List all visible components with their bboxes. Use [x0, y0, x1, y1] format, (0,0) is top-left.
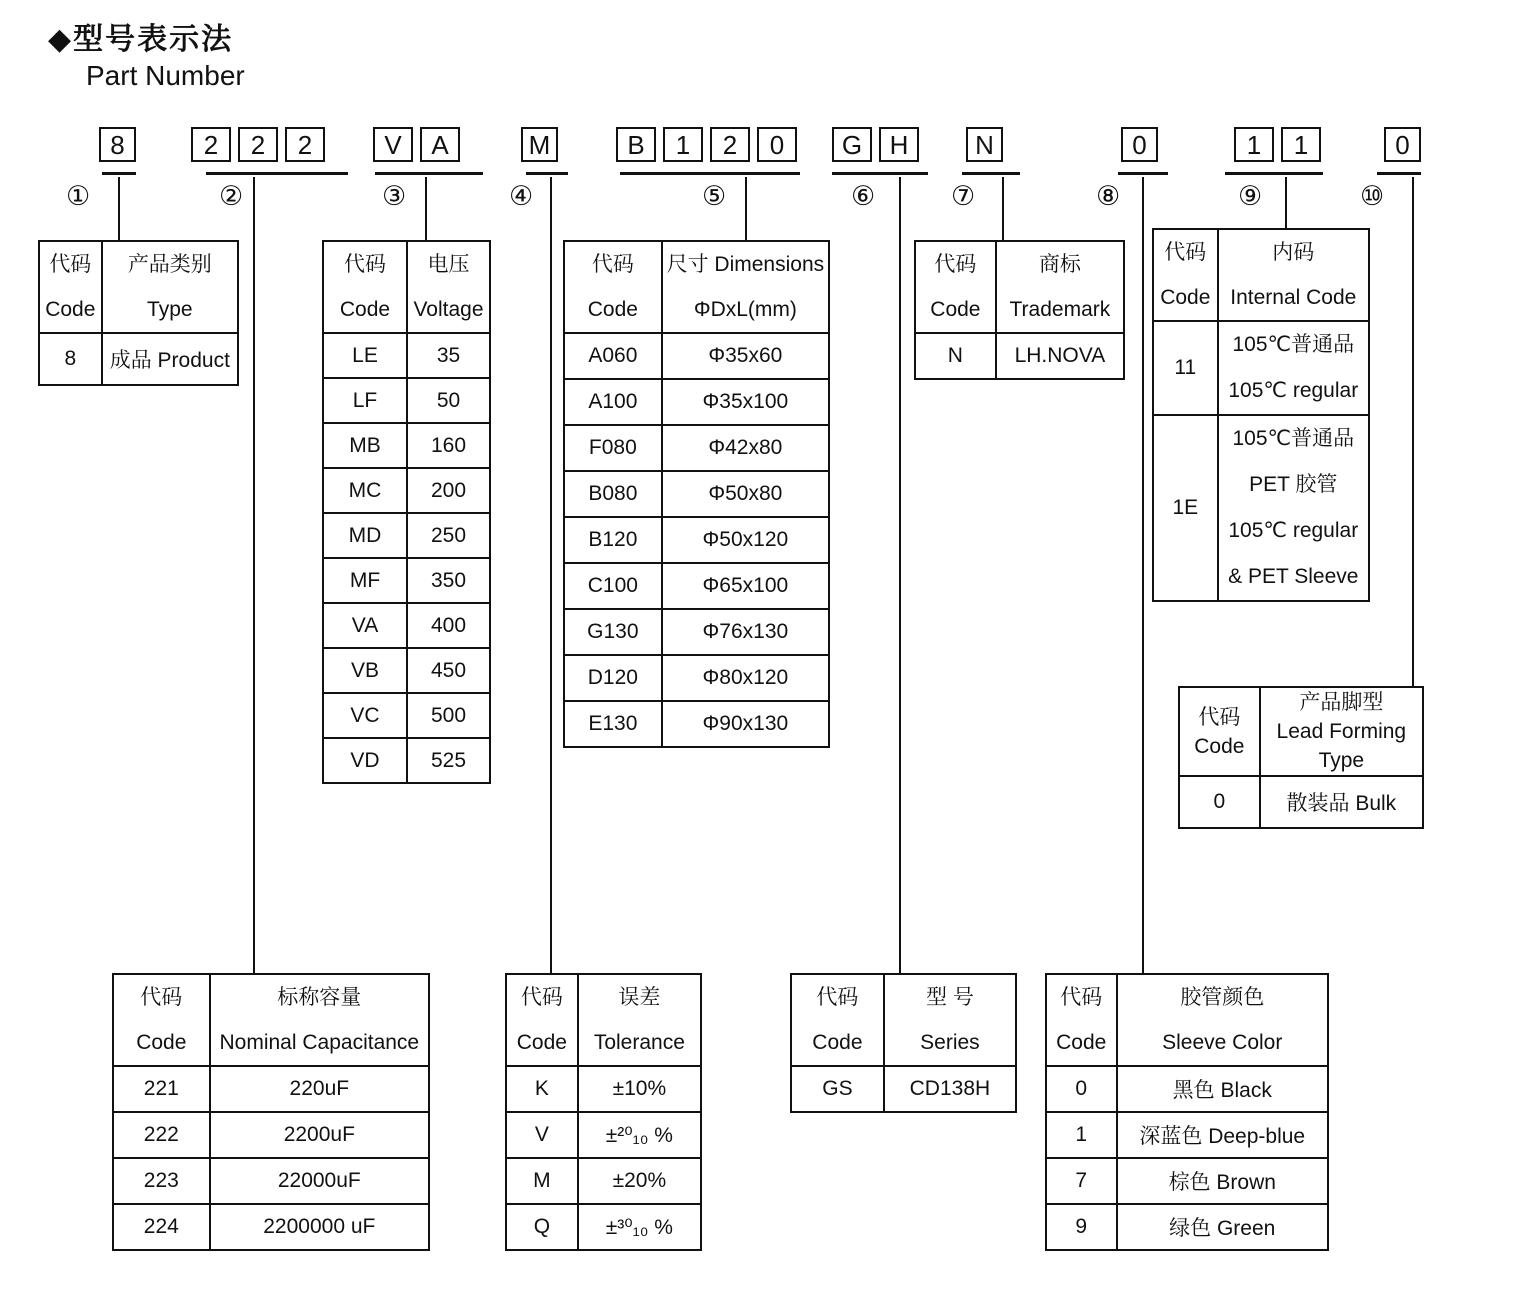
column-header-line: 产品类别	[127, 253, 212, 276]
table-cell: VC	[323, 693, 407, 738]
table-row	[564, 563, 829, 609]
table-row	[113, 1112, 429, 1158]
column-header	[102, 241, 238, 333]
pn-segment-6-boxes	[832, 127, 919, 162]
table-row	[506, 1158, 701, 1204]
connector-line-3	[425, 177, 427, 240]
table-row	[564, 609, 829, 655]
pn-segment-1-boxes	[99, 127, 136, 162]
segment-underline	[1118, 172, 1168, 175]
segment-number-4: ④	[509, 181, 534, 211]
table-cell: Φ76x130	[662, 609, 829, 655]
table-cell: GS	[791, 1066, 884, 1112]
table-cell: 22000uF	[210, 1158, 429, 1204]
table-row	[791, 1066, 1016, 1112]
table-cell: MD	[323, 513, 407, 558]
table-cell: Φ35x60	[662, 333, 829, 379]
table-row	[564, 517, 829, 563]
column-header-line: 代码	[520, 986, 563, 1009]
column-header-line: 代码	[49, 253, 92, 276]
part-number-char-box: N	[966, 127, 1003, 162]
part-number-char-box: 1	[663, 127, 703, 162]
column-header-line: Type	[1318, 749, 1365, 772]
column-header-line: ΦDxL(mm)	[693, 298, 797, 321]
table-cell: LF	[323, 378, 407, 423]
table-cell: D120	[564, 655, 662, 701]
column-header	[407, 241, 490, 333]
table-cell: 0	[1046, 1066, 1117, 1112]
table-row	[323, 558, 490, 603]
header-row	[506, 974, 701, 1066]
column-header-line: 代码	[344, 253, 386, 276]
table-row	[323, 648, 490, 693]
column-header	[884, 974, 1016, 1066]
table-row	[1153, 321, 1369, 415]
segment-number-10: ⑩	[1360, 181, 1385, 211]
table-cell: B080	[564, 471, 662, 517]
table-cell: B120	[564, 517, 662, 563]
table-row	[1046, 1158, 1328, 1204]
table-cell: 200	[407, 468, 490, 513]
table-cell: 35	[407, 333, 490, 378]
table-cell: 9	[1046, 1204, 1117, 1250]
connector-line-2	[253, 177, 255, 973]
column-header-line: Tolerance	[593, 1031, 685, 1054]
header-row	[39, 241, 238, 333]
table-cell: 深蓝色 Deep-blue	[1117, 1112, 1329, 1158]
table-cell: VD	[323, 738, 407, 783]
dimensions-table	[563, 240, 830, 748]
connector-line-1	[118, 177, 120, 240]
table-cell: 1E	[1153, 415, 1218, 601]
column-header-line: 代码	[591, 253, 634, 276]
table-row	[564, 655, 829, 701]
header-row	[915, 241, 1124, 333]
column-header-line: 代码	[1198, 705, 1241, 729]
column-header	[1046, 974, 1117, 1066]
table-row	[323, 378, 490, 423]
segment-underline	[620, 172, 800, 175]
table-cell: ±²⁰₁₀ %	[578, 1112, 701, 1158]
segment-number-8: ⑧	[1096, 181, 1121, 211]
part-number-char-box: H	[879, 127, 919, 162]
column-header-line: Voltage	[413, 298, 484, 321]
table-row	[323, 603, 490, 648]
capacitance-table	[112, 973, 430, 1251]
column-header-line: 内码	[1272, 241, 1315, 264]
part-number-char-box: 2	[191, 127, 231, 162]
column-header-line: Code	[45, 298, 96, 321]
column-header-line: Lead Forming	[1276, 720, 1407, 743]
segment-underline	[1377, 172, 1421, 175]
column-header	[1179, 687, 1260, 776]
table-row	[323, 468, 490, 513]
table-cell: ±³⁰₁₀ %	[578, 1204, 701, 1250]
tolerance-table	[505, 973, 702, 1251]
table-cell: Φ42x80	[662, 425, 829, 471]
column-header-line: Code	[1194, 734, 1245, 758]
column-header-line: Code	[516, 1031, 567, 1054]
table-cell: MF	[323, 558, 407, 603]
table-row	[39, 333, 238, 385]
pn-segment-7-boxes	[966, 127, 1003, 162]
column-header	[323, 241, 407, 333]
product-type-table	[38, 240, 239, 386]
table-cell: 400	[407, 603, 490, 648]
column-header-line: 代码	[140, 986, 183, 1009]
table-cell: G130	[564, 609, 662, 655]
part-number-char-box: 2	[710, 127, 750, 162]
segment-underline	[1225, 172, 1323, 175]
segment-number-1: ①	[66, 181, 91, 211]
segment-number-7: ⑦	[951, 181, 976, 211]
table-cell: 350	[407, 558, 490, 603]
table-cell: C100	[564, 563, 662, 609]
column-header-line: 电压	[427, 253, 470, 276]
table-cell: A060	[564, 333, 662, 379]
part-number-char-box: 0	[757, 127, 797, 162]
column-header	[564, 241, 662, 333]
table-row	[323, 513, 490, 558]
column-header-line: Sleeve Color	[1162, 1031, 1283, 1054]
table-cell: E130	[564, 701, 662, 747]
trademark-table	[914, 240, 1125, 380]
connector-line-5	[745, 177, 747, 240]
table-cell: 8	[39, 333, 102, 385]
column-header	[578, 974, 701, 1066]
table-cell: 11	[1153, 321, 1218, 415]
table-row	[506, 1112, 701, 1158]
table-row	[323, 333, 490, 378]
page-title-zh-text: 型号表示法	[73, 23, 234, 56]
part-number-char-box: 0	[1384, 127, 1421, 162]
column-header-line: Code	[136, 1031, 187, 1054]
pn-segment-10-boxes	[1384, 127, 1421, 162]
table-row	[1153, 415, 1369, 601]
table-cell: ±20%	[578, 1158, 701, 1204]
column-header	[662, 241, 829, 333]
pn-segment-4-boxes	[521, 127, 558, 162]
column-header	[39, 241, 102, 333]
header-row	[564, 241, 829, 333]
header-row	[1153, 229, 1369, 321]
connector-line-4	[550, 177, 552, 973]
table-cell-line: 105℃ regular	[1228, 379, 1359, 402]
table-cell: 221	[113, 1066, 210, 1112]
table-cell: 50	[407, 378, 490, 423]
column-header	[1117, 974, 1329, 1066]
table-cell: CD138H	[884, 1066, 1016, 1112]
table-cell: 220uF	[210, 1066, 429, 1112]
column-header-line: Code	[1056, 1031, 1107, 1054]
connector-line-10	[1412, 177, 1414, 686]
table-cell: Φ50x120	[662, 517, 829, 563]
column-header-line: Code	[930, 298, 981, 321]
table-cell: Φ90x130	[662, 701, 829, 747]
table-cell: 222	[113, 1112, 210, 1158]
column-header	[996, 241, 1124, 333]
table-row	[113, 1066, 429, 1112]
table-cell-line: 105℃普通品	[1232, 427, 1355, 450]
column-header-line: 误差	[618, 986, 661, 1009]
column-header-line: Code	[587, 298, 638, 321]
segment-underline	[832, 172, 928, 175]
table-cell: 7	[1046, 1158, 1117, 1204]
table-row	[564, 471, 829, 517]
header-row	[1046, 974, 1328, 1066]
connector-line-9	[1285, 177, 1287, 228]
table-cell-line: & PET Sleeve	[1228, 565, 1359, 588]
page-title-en: Part Number	[86, 60, 245, 91]
column-header-line: 代码	[816, 986, 859, 1009]
table-row	[1179, 776, 1423, 828]
table-cell: LH.NOVA	[996, 333, 1124, 379]
table-row	[113, 1158, 429, 1204]
table-row	[1046, 1066, 1328, 1112]
table-row	[506, 1066, 701, 1112]
table-row	[564, 333, 829, 379]
table-cell: F080	[564, 425, 662, 471]
table-cell: ±10%	[578, 1066, 701, 1112]
table-row	[564, 379, 829, 425]
column-header-line: 型 号	[925, 986, 974, 1009]
column-header	[506, 974, 578, 1066]
pn-segment-8-boxes	[1121, 127, 1158, 162]
table-row	[323, 423, 490, 468]
column-header-line: 尺寸 Dimensions	[666, 253, 825, 276]
pn-segment-9-boxes	[1234, 127, 1321, 162]
segment-underline	[526, 172, 568, 175]
table-row	[506, 1204, 701, 1250]
table-cell: 250	[407, 513, 490, 558]
column-header-line: 代码	[1164, 241, 1207, 264]
table-cell: 棕色 Brown	[1117, 1158, 1329, 1204]
header-row	[323, 241, 490, 333]
table-cell: 224	[113, 1204, 210, 1250]
segment-underline	[206, 172, 348, 175]
segment-underline	[102, 172, 136, 175]
column-header-line: Code	[812, 1031, 863, 1054]
diamond-bullet-icon: ◆	[48, 23, 74, 56]
segment-number-9: ⑨	[1238, 181, 1263, 211]
pn-segment-5-boxes	[616, 127, 797, 162]
column-header-line: 代码	[934, 253, 977, 276]
table-cell: 2200000 uF	[210, 1204, 429, 1250]
voltage-table	[322, 240, 491, 784]
table-cell: 223	[113, 1158, 210, 1204]
page-title-zh	[48, 14, 233, 58]
table-cell: K	[506, 1066, 578, 1112]
table-row	[1046, 1204, 1328, 1250]
table-row	[915, 333, 1124, 379]
column-header-line: Trademark	[1009, 298, 1111, 321]
column-header-line: Series	[920, 1031, 980, 1054]
table-row	[564, 701, 829, 747]
column-header-line: Internal Code	[1230, 286, 1357, 309]
column-header-line: Code	[1160, 286, 1211, 309]
column-header-line: Nominal Capacitance	[219, 1031, 420, 1054]
header-row	[791, 974, 1016, 1066]
header-row	[113, 974, 429, 1066]
table-row	[564, 425, 829, 471]
part-number-char-box: B	[616, 127, 656, 162]
table-cell: 0	[1179, 776, 1260, 828]
part-number-char-box: 1	[1281, 127, 1321, 162]
table-cell: 散装品 Bulk	[1260, 776, 1423, 828]
table-cell: 500	[407, 693, 490, 738]
segment-number-2: ②	[219, 181, 244, 211]
table-cell: Φ35x100	[662, 379, 829, 425]
table-row	[323, 738, 490, 783]
column-header	[791, 974, 884, 1066]
column-header	[1153, 229, 1218, 321]
segment-number-5: ⑤	[702, 181, 727, 211]
table-cell-line: PET 胶管	[1249, 473, 1338, 496]
table-cell: N	[915, 333, 996, 379]
part-number-char-box: M	[521, 127, 558, 162]
table-cell: 绿色 Green	[1117, 1204, 1329, 1250]
connector-line-8	[1142, 177, 1144, 973]
pn-segment-3-boxes	[373, 127, 460, 162]
segment-underline	[375, 172, 483, 175]
table-cell: Φ65x100	[662, 563, 829, 609]
table-cell: VB	[323, 648, 407, 693]
table-cell: M	[506, 1158, 578, 1204]
pn-segment-2-boxes	[191, 127, 325, 162]
table-cell: 成品 Product	[102, 333, 238, 385]
internal-code-table	[1152, 228, 1370, 602]
part-number-char-box: 1	[1234, 127, 1274, 162]
table-cell: 525	[407, 738, 490, 783]
part-number-char-box: V	[373, 127, 413, 162]
table-cell: 160	[407, 423, 490, 468]
table-cell: 1	[1046, 1112, 1117, 1158]
lead-forming-table	[1178, 686, 1424, 829]
part-number-char-box: 2	[238, 127, 278, 162]
table-row	[323, 693, 490, 738]
table-cell	[1218, 321, 1369, 415]
table-cell: 450	[407, 648, 490, 693]
table-cell: Q	[506, 1204, 578, 1250]
part-number-char-box: G	[832, 127, 872, 162]
column-header	[915, 241, 996, 333]
column-header-line: Type	[147, 298, 193, 321]
segment-number-6: ⑥	[851, 181, 876, 211]
table-cell: MB	[323, 423, 407, 468]
table-cell: VA	[323, 603, 407, 648]
segment-number-3: ③	[382, 181, 407, 211]
part-number-char-box: 0	[1121, 127, 1158, 162]
column-header	[113, 974, 210, 1066]
table-cell: 2200uF	[210, 1112, 429, 1158]
table-cell: LE	[323, 333, 407, 378]
header-row	[1179, 687, 1423, 776]
column-header-line: 胶管颜色	[1180, 986, 1265, 1009]
segment-underline	[962, 172, 1020, 175]
part-number-char-box: 8	[99, 127, 136, 162]
sleeve-color-table	[1045, 973, 1329, 1251]
part-number-char-box: A	[420, 127, 460, 162]
table-cell: V	[506, 1112, 578, 1158]
series-table	[790, 973, 1017, 1113]
column-header-line: 商标	[1038, 253, 1081, 276]
table-row	[113, 1204, 429, 1250]
column-header	[1260, 687, 1423, 776]
table-cell-line: 105℃ regular	[1228, 519, 1359, 542]
table-cell: Φ50x80	[662, 471, 829, 517]
table-cell: 黑色 Black	[1117, 1066, 1329, 1112]
part-number-char-box: 2	[285, 127, 325, 162]
column-header-line: Code	[339, 298, 391, 321]
table-cell: Φ80x120	[662, 655, 829, 701]
connector-line-7	[1002, 177, 1004, 240]
column-header	[1218, 229, 1369, 321]
table-cell-line: 105℃普通品	[1232, 333, 1355, 356]
column-header	[210, 974, 429, 1066]
table-cell: A100	[564, 379, 662, 425]
column-header-line: 标称容量	[277, 986, 362, 1009]
column-header-line: 代码	[1060, 986, 1103, 1009]
table-cell: MC	[323, 468, 407, 513]
column-header-line: 产品脚型	[1299, 691, 1384, 714]
connector-line-6	[899, 177, 901, 973]
table-cell	[1218, 415, 1369, 601]
table-row	[1046, 1112, 1328, 1158]
